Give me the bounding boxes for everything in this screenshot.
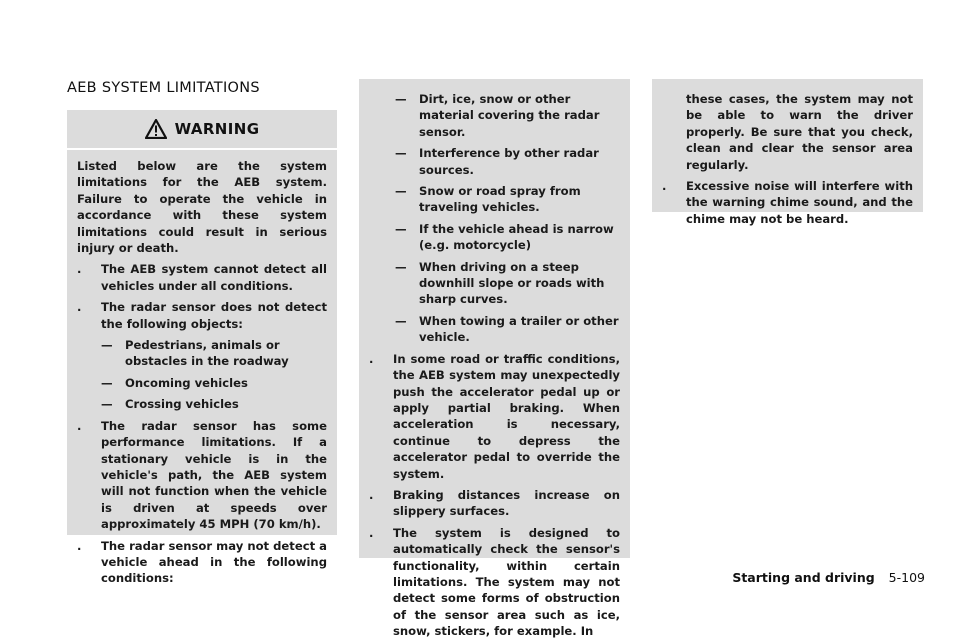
sub-list-item — [369, 145, 620, 178]
sub-list-item — [77, 396, 327, 412]
section-heading: AEB SYSTEM LIMITATIONS — [67, 80, 260, 96]
sub-list-item — [77, 337, 327, 370]
sub-list-item-text: Pedestrians, animals or obstacles in the roadway — [125, 338, 289, 369]
dash-marker: — — [101, 397, 113, 412]
bullet-marker: . — [369, 351, 374, 366]
sub-list-item-text: Crossing vehicles — [125, 397, 239, 412]
footer-section-title: Starting and driving — [732, 570, 875, 585]
bullet-marker: . — [77, 538, 82, 553]
dash-marker: — — [395, 221, 407, 236]
intro-paragraph: Listed below are the system limitations for the AEB system. Failure to operate the vehicle in accordance with these system limitations could result in serious injury or death. — [77, 159, 327, 256]
list-item-text: The AEB system cannot detect all vehicles under all conditions. — [101, 262, 327, 293]
sub-list-item — [369, 313, 620, 346]
bullet-marker: . — [77, 262, 82, 277]
warning-panel-continued — [652, 79, 923, 226]
warning-triangle-icon — [145, 119, 167, 139]
dash-marker: — — [395, 259, 407, 274]
sub-list-item-text: Snow or road spray from traveling vehicles. — [419, 184, 581, 215]
bullet-marker: . — [369, 487, 374, 502]
list-item — [369, 487, 620, 520]
sub-list-item — [369, 221, 620, 254]
bullet-marker: . — [369, 525, 374, 540]
list-item-text: In some road or traffic conditions, the AEB system may unexpectedly push the accelerator pedal up or apply partial braking. When acceleration is necessary, continue to depress the accelerator pedal to override the system. — [393, 351, 620, 481]
sub-list-item — [369, 91, 620, 140]
list-item — [77, 261, 327, 294]
list-item-text: The radar sensor has some performance limitations. If a stationary vehicle is in the vehicle's path, the AEB system will not function when the vehicle is driven at speeds over approximately 45 MPH (70 km/h). — [101, 418, 327, 532]
dash-marker: — — [395, 184, 407, 199]
list-item — [369, 351, 620, 482]
list-item — [369, 525, 620, 640]
bullet-marker: . — [662, 179, 667, 194]
sub-list-item-text: Dirt, ice, snow or other material covering the radar sensor. — [419, 92, 600, 139]
warning-panel — [67, 110, 337, 586]
dash-marker: — — [395, 313, 407, 328]
warning-header — [67, 110, 337, 150]
sub-list-item-text: Oncoming vehicles — [125, 375, 248, 390]
list-item-text: Braking distances increase on slippery surfaces. — [393, 487, 620, 519]
sub-list-item-text: Interference by other radar sources. — [419, 146, 599, 177]
bullet-marker: . — [77, 300, 82, 315]
page-number: 5-109 — [888, 570, 925, 585]
dash-marker: — — [395, 92, 407, 106]
warning-title: WARNING — [174, 119, 260, 138]
list-item-text: The radar sensor may not detect a vehicle ahead in the following conditions: — [101, 538, 327, 586]
list-item-text: The system is designed to automatically check the sensor's functionality, within certain limitations. The system may not detect some forms of obstruction of the sensor area such as ice, snow, stickers, for example. In — [393, 525, 620, 639]
list-item — [77, 538, 327, 587]
list-item — [77, 418, 327, 533]
dash-marker: — — [101, 375, 113, 390]
sub-list-item — [77, 375, 327, 391]
list-item — [662, 178, 913, 227]
list-item-text: Excessive noise will interfere with the warning chime sound, and the chime may not be heard. — [686, 179, 913, 226]
list-item — [77, 299, 327, 332]
sub-list-item-text: If the vehicle ahead is narrow (e.g. motorcycle) — [419, 221, 614, 253]
bullet-marker: . — [77, 418, 82, 433]
list-item-text: The radar sensor does not detect the following objects: — [101, 300, 327, 331]
sub-list-item-text: When driving on a steep downhill slope or roads with sharp curves. — [419, 259, 605, 307]
sub-list-item-text: When towing a trailer or other vehicle. — [419, 313, 619, 345]
dash-marker: — — [395, 146, 407, 161]
sub-list-item — [369, 259, 620, 308]
dash-marker: — — [101, 338, 113, 353]
continued-text: these cases, the system may not be able to warn the driver properly. Be sure that you check, clean and clear the sensor area regularly. — [686, 92, 913, 172]
warning-panel-continued — [359, 79, 630, 639]
sub-list-item — [369, 183, 620, 216]
page-footer — [732, 570, 925, 585]
